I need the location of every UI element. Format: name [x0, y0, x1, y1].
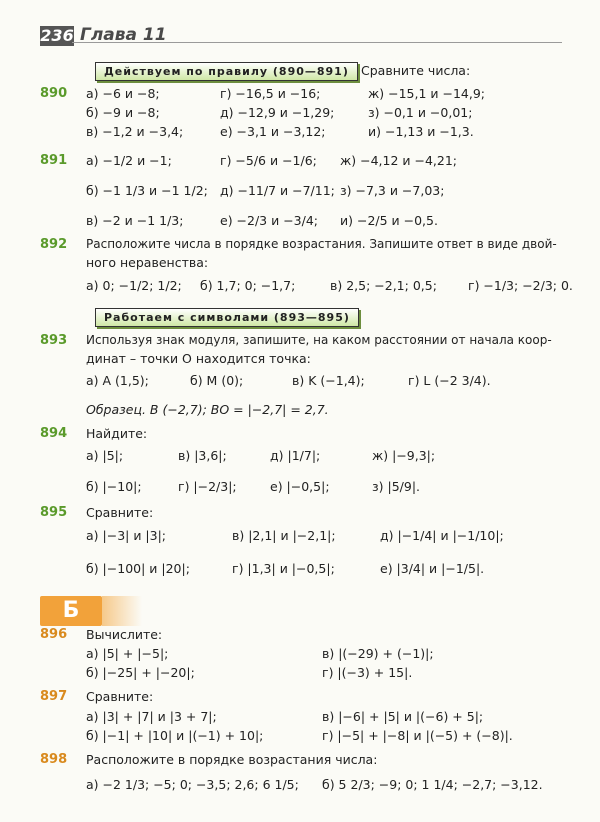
task-890-g: г) −16,5 и −16;	[220, 86, 321, 101]
task-897-v: в) |−6| + |5| и |(−6) + 5|;	[322, 709, 484, 724]
section-b-badge: Б	[40, 596, 102, 626]
task-892-v: в) 2,5; −2,1; 0,5;	[330, 278, 437, 293]
task-895-intro: Сравните:	[86, 505, 154, 520]
task-896-intro: Вычислите:	[86, 627, 163, 642]
section-banner-symbols: Работаем с символами (893—895)	[95, 308, 359, 327]
task-893-g: г) L (−2 3/4).	[408, 373, 491, 388]
task-890-a: а) −6 и −8;	[86, 86, 160, 101]
task-892-a: а) 0; −1/2; 1/2;	[86, 278, 182, 293]
task-893-b: б) M (0);	[190, 373, 244, 388]
task-890-e: е) −3,1 и −3,12;	[220, 124, 326, 139]
task-895-b: б) |−100| и |20|;	[86, 561, 190, 576]
task-894-b: б) |−10|;	[86, 479, 142, 494]
task-895-a: а) |−3| и |3|;	[86, 528, 167, 543]
task-895-v: в) |2,1| и |−2,1|;	[232, 528, 336, 543]
section-banner-rule: Действуем по правилу (890—891)	[95, 62, 358, 81]
task-890-z: з) −0,1 и −0,01;	[368, 105, 473, 120]
task-891-zh: ж) −4,12 и −4,21;	[340, 153, 458, 168]
task-890-b: б) −9 и −8;	[86, 105, 160, 120]
task-893-text-1: Используя знак модуля, запишите, на каком расстоянии от начала коор-	[86, 333, 552, 347]
task-891-g: г) −5/6 и −1/6;	[220, 153, 317, 168]
problem-number-896: 896	[40, 627, 68, 642]
task-893-sample: Образец. B (−2,7); BO = |−2,7| = 2,7.	[86, 402, 329, 417]
task-897-intro: Сравните:	[86, 689, 154, 704]
task-893-v: в) K (−1,4);	[292, 373, 365, 388]
problem-number-894: 894	[40, 426, 68, 441]
task-896-b: б) |−25| + |−20|;	[86, 665, 195, 680]
task-895-g: г) |1,3| и |−0,5|;	[232, 561, 335, 576]
task-898-intro: Расположите в порядке возрастания числа:	[86, 752, 378, 767]
task-894-a: а) |5|;	[86, 448, 124, 463]
task-896-a: а) |5| + |−5|;	[86, 646, 169, 661]
task-891-b: б) −1 1/3 и −1 1/2;	[86, 183, 208, 198]
problem-number-897: 897	[40, 689, 68, 704]
compare-intro: Сравните числа:	[361, 63, 471, 78]
problem-number-890: 890	[40, 86, 68, 101]
task-894-v: в) |3,6|;	[178, 448, 227, 463]
task-894-intro: Найдите:	[86, 426, 148, 441]
task-892-g: г) −1/3; −2/3; 0.	[468, 278, 573, 293]
task-894-e: е) |−0,5|;	[270, 479, 330, 494]
task-891-i: и) −2/5 и −0,5.	[340, 213, 438, 228]
task-890-v: в) −1,2 и −3,4;	[86, 124, 184, 139]
task-891-v: в) −2 и −1 1/3;	[86, 213, 184, 228]
task-890-zh: ж) −15,1 и −14,9;	[368, 86, 486, 101]
problem-number-898: 898	[40, 752, 68, 767]
header-rule	[72, 42, 562, 43]
task-894-zh: ж) |−9,3|;	[372, 448, 436, 463]
task-892-b: б) 1,7; 0; −1,7;	[200, 278, 296, 293]
task-891-z: з) −7,3 и −7,03;	[340, 183, 445, 198]
problem-number-893: 893	[40, 333, 68, 348]
problem-number-891: 891	[40, 153, 68, 168]
task-892-text-1: Расположите числа в порядке возрастания. Запишите ответ в виде двой-	[86, 237, 557, 251]
page-number: 236	[40, 26, 74, 45]
problem-number-895: 895	[40, 505, 68, 520]
task-890-d: д) −12,9 и −1,29;	[220, 105, 335, 120]
task-892-text-2: ного неравенства:	[86, 255, 209, 270]
task-890-i: и) −1,13 и −1,3.	[368, 124, 474, 139]
task-894-d: д) |1/7|;	[270, 448, 321, 463]
task-893-a: а) A (1,5);	[86, 373, 149, 388]
task-897-b: б) |−1| + |10| и |(−1) + 10|;	[86, 728, 264, 743]
task-898-b: б) 5 2/3; −9; 0; 1 1/4; −2,7; −3,12.	[322, 777, 543, 792]
task-894-z: з) |5/9|.	[372, 479, 421, 494]
task-896-g: г) |(−3) + 15|.	[322, 665, 413, 680]
problem-number-892: 892	[40, 237, 68, 252]
task-894-g: г) |−2/3|;	[178, 479, 237, 494]
task-898-a: а) −2 1/3; −5; 0; −3,5; 2,6; 6 1/5;	[86, 777, 299, 792]
task-897-a: а) |3| + |7| и |3 + 7|;	[86, 709, 217, 724]
task-897-g: г) |−5| + |−8| и |(−5) + (−8)|.	[322, 728, 513, 743]
task-891-e: е) −2/3 и −3/4;	[220, 213, 319, 228]
task-895-e: е) |3/4| и |−1/5|.	[380, 561, 485, 576]
task-891-a: а) −1/2 и −1;	[86, 153, 172, 168]
task-896-v: в) |(−29) + (−1)|;	[322, 646, 434, 661]
task-891-d: д) −11/7 и −7/11;	[220, 183, 335, 198]
task-895-d: д) |−1/4| и |−1/10|;	[380, 528, 504, 543]
chapter-title: Глава 11	[80, 25, 167, 45]
task-893-text-2: динат – точки O находится точка:	[86, 351, 311, 366]
